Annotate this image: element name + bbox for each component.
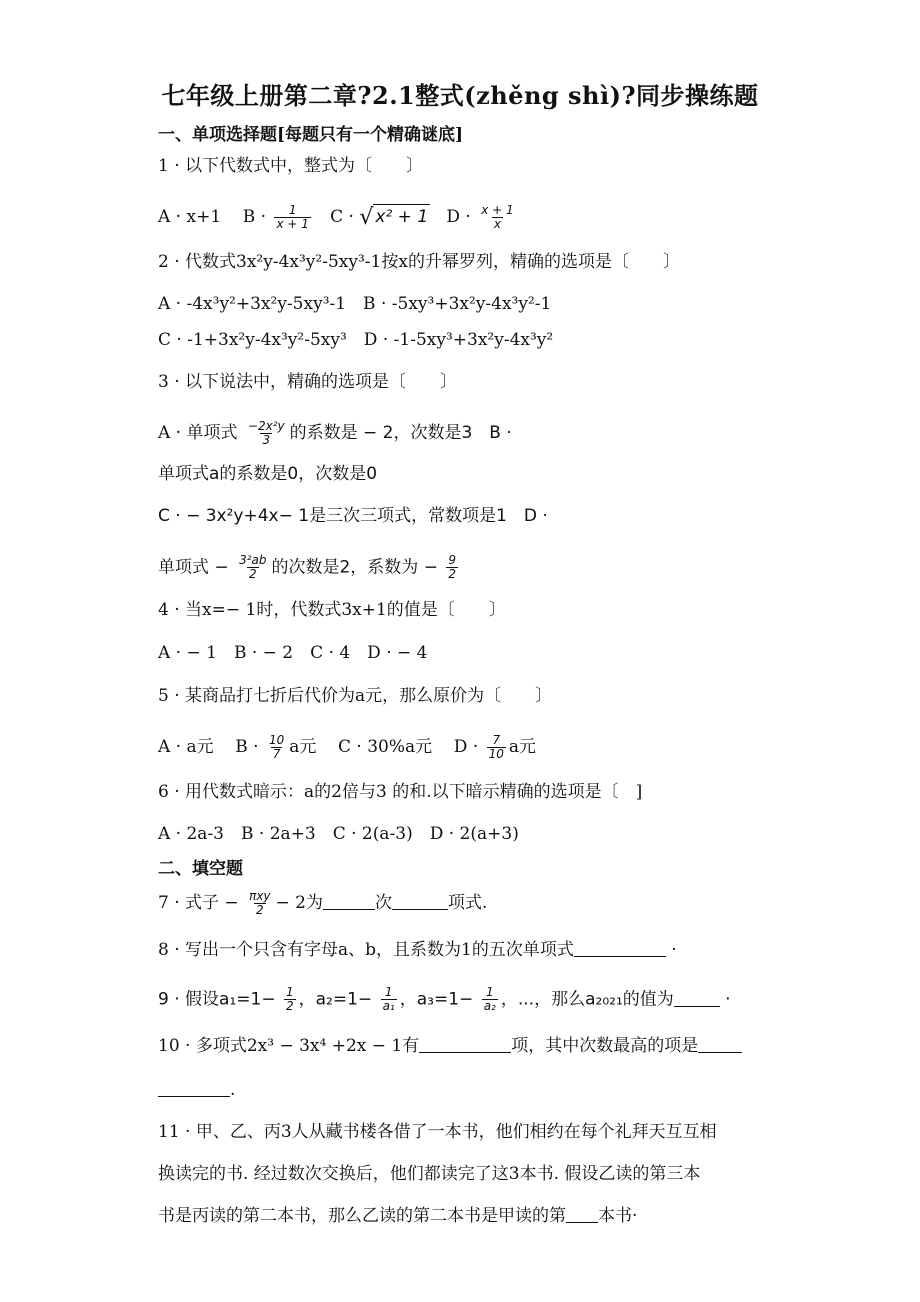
fraction-denominator: 3 [262, 433, 271, 447]
q5-option-c: C · 30%a元 [338, 737, 433, 757]
fraction-denominator: 2 [255, 903, 264, 917]
answer-blank[interactable] [574, 940, 666, 957]
fraction-denominator: a₁ [382, 999, 395, 1013]
q7-fraction [247, 890, 272, 917]
fraction-numerator: −2x²y [247, 419, 285, 433]
q5-option-d-label: D · [453, 737, 479, 757]
question-1-options [158, 204, 519, 231]
question-1-stem: 1 · 以下代数式中，整式为〔 〕 [158, 156, 424, 176]
q3-option-d-fraction-2 [446, 554, 458, 581]
q1-option-c-radicand: x² + 1 [373, 204, 430, 229]
answer-blank[interactable] [392, 893, 448, 910]
q5-option-a: A · a元 [158, 737, 214, 757]
fraction-denominator: a₂ [483, 999, 496, 1013]
q3-option-a-prefix: A · 单项式 [158, 423, 238, 443]
question-6-stem: 6 · 用代数式暗示：a的2倍与3 的和.以下暗示精确的选项是〔 ] [158, 782, 643, 802]
answer-blank[interactable] [698, 1036, 742, 1053]
question-10-continued [158, 1078, 235, 1102]
q3-option-d-prefix: 单项式 − [158, 557, 229, 578]
q10-prefix: 10 · 多项式2x³ − 3x⁴ +2x − 1有 [158, 1036, 420, 1056]
question-11-line-2: 换读完的书. 经过数次交换后，他们都读完了这3本书. 假设乙读的第三本 [158, 1164, 701, 1184]
q1-option-c-label: C · [330, 207, 354, 227]
q3-option-d-fraction [237, 554, 268, 581]
q9-suffix: · [725, 989, 731, 1010]
fraction-denominator: x [493, 217, 501, 231]
q10-suffix: . [230, 1080, 236, 1100]
question-3-option-a [158, 420, 512, 447]
fraction-denominator: 10 [488, 747, 504, 761]
fraction-numerator: 1 [288, 203, 297, 217]
q1-option-d-fraction [479, 204, 515, 231]
question-9 [158, 986, 731, 1013]
q9-fraction-2 [381, 986, 397, 1013]
q9-text-1: ，a₂=1− [298, 989, 373, 1010]
q9-text-3: ，...，那么a₂₀₂₁的值为 [500, 989, 674, 1010]
question-4-options: A · − 1 B · − 2 C · 4 D · − 4 [158, 643, 428, 663]
fraction-numerator: 1 [285, 985, 294, 999]
page-title: 七年级上册第二章?2.1整式(zhěng shì)?同步操练题 [161, 81, 759, 110]
q7-prefix: 7 · 式子 − [158, 893, 239, 913]
answer-blank[interactable] [674, 990, 720, 1007]
question-5-stem: 5 · 某商品打七折后代价为a元，那么原价为〔 〕 [158, 686, 553, 706]
question-2-stem: 2 · 代数式3x²y-4x³y²-5xy³-1按x的升幂罗列，精确的选项是〔 〕 [158, 252, 680, 272]
question-7 [158, 890, 487, 917]
question-11-line-3 [158, 1204, 637, 1228]
q5-option-d-unit: a元 [508, 737, 537, 757]
q1-option-b-label: B · [242, 207, 267, 227]
q5-option-d-fraction [487, 734, 506, 761]
q11-suffix: 本书· [598, 1206, 638, 1226]
q3-option-a-fraction [246, 420, 287, 447]
fraction-denominator: x + 1 [276, 217, 309, 231]
section-heading-choice: 一、单项选择题[每题只有一个精确谜底] [158, 125, 464, 145]
question-4-stem: 4 · 当x=− 1时，代数式3x+1的值是〔 〕 [158, 600, 506, 620]
question-3-option-c: C · − 3x²y+4x− 1是三次三项式，常数项是1 D · [158, 506, 548, 526]
question-6-options: A · 2a-3 B · 2a+3 C · 2(a-3) D · 2(a+3) [158, 824, 519, 844]
q1-option-a: A · x+1 [158, 207, 222, 227]
q3-option-d-text: 的次数是2，系数为 − [271, 557, 438, 578]
question-8 [158, 938, 677, 962]
answer-blank[interactable] [158, 1080, 230, 1097]
fraction-denominator: 2 [248, 567, 257, 581]
question-3-option-d [158, 554, 461, 581]
fraction-numerator: 10 [268, 733, 285, 747]
question-5-options [158, 734, 536, 761]
fraction-numerator: 3²ab [239, 553, 267, 567]
fraction-denominator: 7 [272, 747, 281, 761]
q11-text: 书是丙读的第二本书，那么乙读的第二本书是甲读的第 [158, 1206, 566, 1226]
question-3-option-b: 单项式a的系数是0，次数是0 [158, 464, 378, 484]
fraction-numerator: 9 [448, 553, 456, 567]
q8-suffix: · [671, 940, 677, 960]
answer-blank[interactable] [566, 1206, 598, 1223]
q3-option-a-text: 的系数是 − 2，次数是3 B · [289, 423, 512, 443]
fraction-numerator: 1 [384, 985, 393, 999]
question-2-options-cd: C · -1+3x²y-4x³y²-5xy³ D · -1-5xy³+3x²y-4x³y² [158, 330, 554, 350]
q1-option-b-fraction [274, 204, 310, 231]
q5-option-b-label: B · [235, 737, 259, 757]
sqrt-icon: √ [359, 205, 374, 230]
question-10 [158, 1034, 742, 1058]
question-11-line-1: 11 · 甲、乙、丙3人从藏书楼各借了一本书，他们相约在每个礼拜天互互相 [158, 1122, 717, 1142]
q7-text: − 2为 [275, 893, 323, 913]
q5-option-b-fraction [267, 734, 286, 761]
q8-text: 8 · 写出一个只含有字母a、b，且系数为1的五次单项式 [158, 940, 574, 960]
section-heading-fill: 二、填空题 [158, 859, 243, 879]
question-3-stem: 3 · 以下说法中，精确的选项是〔 〕 [158, 372, 458, 392]
fraction-denominator: 2 [285, 999, 294, 1013]
fraction-numerator: x + 1 [481, 203, 514, 217]
q5-option-b-unit: a元 [289, 737, 317, 757]
q9-fraction-3 [482, 986, 498, 1013]
q1-option-d-label: D · [446, 207, 471, 227]
q10-text: 项，其中次数最高的项是 [511, 1036, 699, 1056]
q7-text-2: 次 [375, 893, 392, 913]
question-2-options-ab: A · -4x³y²+3x²y-5xy³-1 B · -5xy³+3x²y-4x³y²-1 [158, 294, 552, 314]
q9-prefix: 9 · 假设a₁=1− [158, 989, 276, 1010]
answer-blank[interactable] [323, 893, 375, 910]
fraction-numerator: 7 [492, 733, 501, 747]
q7-suffix: 项式. [448, 893, 488, 913]
answer-blank[interactable] [419, 1036, 511, 1053]
q9-fraction-1 [284, 986, 296, 1013]
fraction-numerator: πxy [249, 889, 271, 903]
fraction-numerator: 1 [485, 985, 494, 999]
q9-text-2: ，a₃=1− [399, 989, 474, 1010]
fraction-denominator: 2 [448, 567, 456, 581]
